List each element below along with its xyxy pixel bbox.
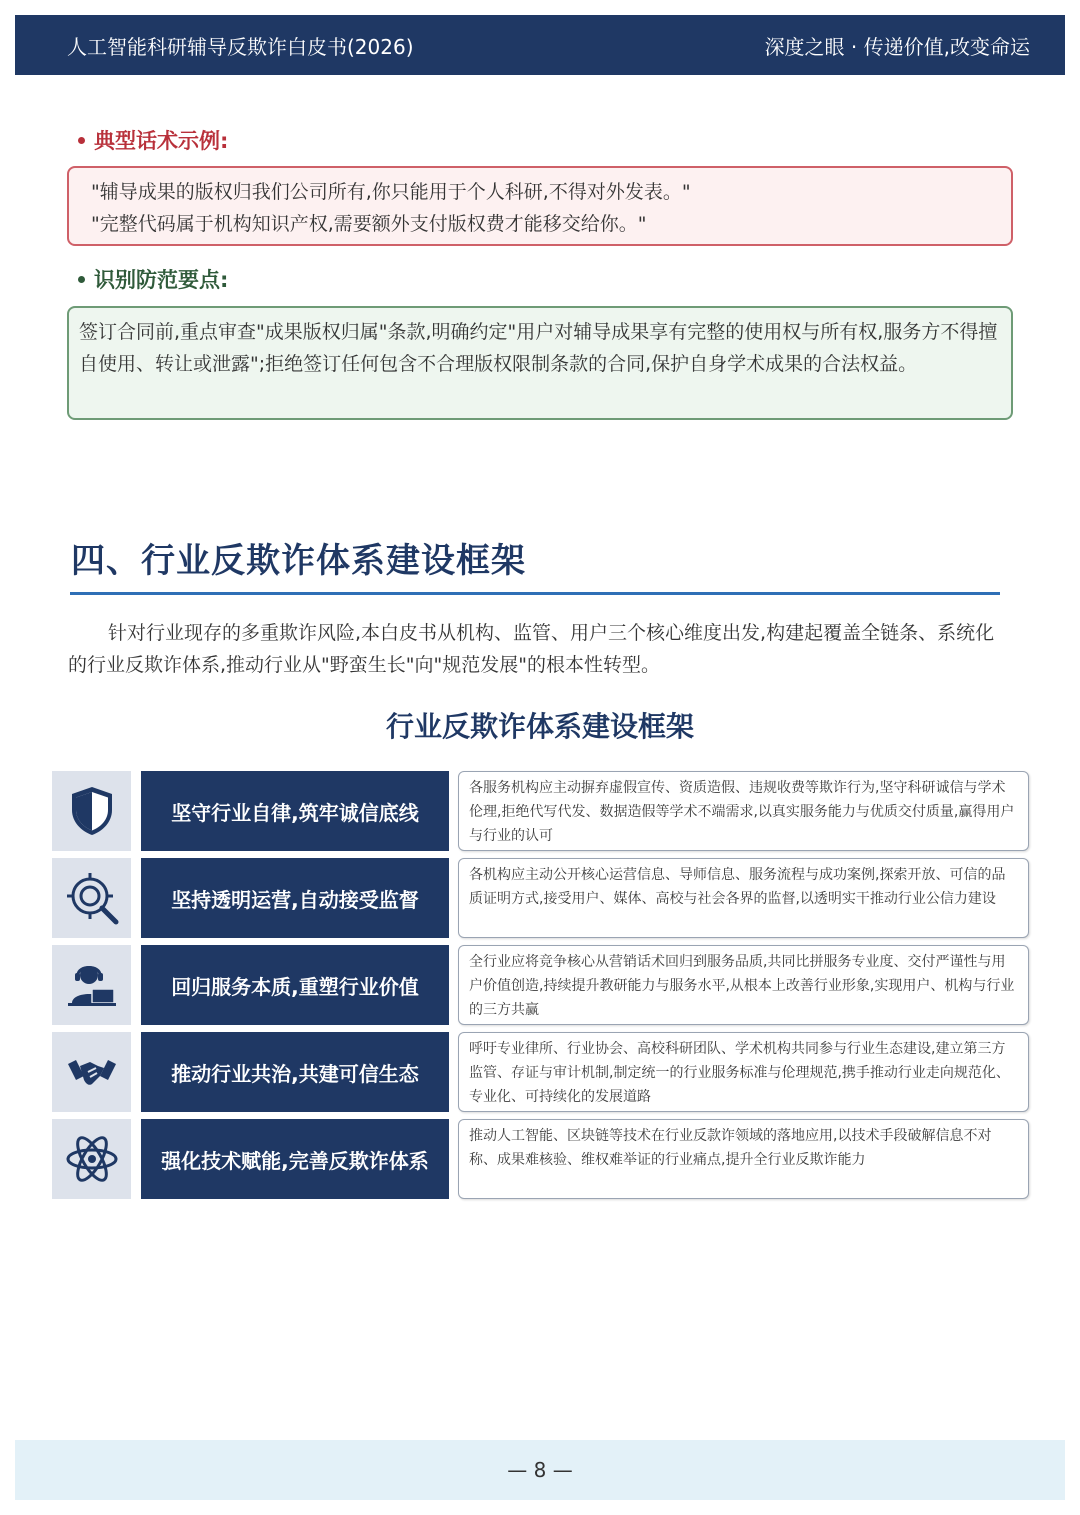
magnifier-target-icon bbox=[52, 858, 131, 938]
example-quote-box bbox=[67, 166, 1013, 246]
shield-icon bbox=[52, 771, 131, 851]
framework-row bbox=[52, 858, 1029, 938]
framework-title: 行业反欺诈体系建设框架 bbox=[385, 710, 694, 743]
framework-desc: 呼吁专业律所、行业协会、高校科研团队、学术机构共同参与行业生态建设,建立第三方监管、存证与审计机制,制定统一的行业服务标准与伦理规范,携手推动行业走向规范化、专业化、可持续化的发展道路 bbox=[458, 1032, 1029, 1112]
page-header bbox=[15, 15, 1065, 75]
framework-desc: 全行业应将竞争核心从营销话术回归到服务品质,共同比拼服务专业度、交付严谨性与用户价值创造,持续提升教研能力与服务水平,从根本上改善行业形象,实现用户、机构与行业的三方共赢 bbox=[458, 945, 1029, 1025]
atom-icon bbox=[52, 1119, 131, 1199]
prevention-heading: 识别防范要点: bbox=[78, 264, 228, 294]
section-title: 四、行业反欺诈体系建设框架 bbox=[71, 541, 526, 581]
handshake-icon bbox=[52, 1032, 131, 1112]
framework-label: 强化技术赋能,完善反欺诈体系 bbox=[141, 1119, 449, 1199]
example-quote-2: "完整代码属于机构知识产权,需要额外支付版权费才能移交给你。" bbox=[91, 213, 647, 235]
section-divider bbox=[70, 592, 1000, 595]
framework-row bbox=[52, 945, 1029, 1025]
framework-row bbox=[52, 771, 1029, 851]
framework-label: 坚守行业自律,筑牢诚信底线 bbox=[141, 771, 449, 851]
prevention-box bbox=[67, 306, 1013, 420]
page-footer bbox=[15, 1440, 1065, 1500]
framework-label: 回归服务本质,重塑行业价值 bbox=[141, 945, 449, 1025]
framework-label: 推动行业共治,共建可信生态 bbox=[141, 1032, 449, 1112]
bullet-dot-icon bbox=[78, 276, 85, 283]
prevention-text: 签订合同前,重点审查"成果版权归属"条款,明确约定"用户对辅导成果享有完整的使用权与所有权,服务方不得擅自使用、转让或泄露";拒绝签订任何包含不合理版权限制条款的合同,保护自身学术成果的合法权益。 bbox=[79, 321, 998, 375]
framework-row bbox=[52, 1032, 1029, 1112]
framework-desc: 各服务机构应主动摒弃虚假宣传、资质造假、违规收费等欺诈行为,坚守科研诚信与学术伦理,拒绝代写代发、数据造假等学术不端需求,以真实服务能力与优质交付质量,赢得用户与行业的认可 bbox=[458, 771, 1029, 851]
framework-list bbox=[52, 771, 1029, 1206]
framework-label: 坚持透明运营,自动接受监督 bbox=[141, 858, 449, 938]
section-intro: 针对行业现存的多重欺诈风险,本白皮书从机构、监管、用户三个核心维度出发,构建起覆盖全链条、系统化的行业反欺诈体系,推动行业从"野蛮生长"向"规范发展"的根本性转型。 bbox=[68, 622, 995, 676]
header-slogan: 深度之眼 · 传递价值,改变命运 bbox=[764, 34, 1030, 59]
customer-service-icon bbox=[52, 945, 131, 1025]
page-number: — 8 — bbox=[507, 1458, 573, 1482]
bullet-dot-icon bbox=[78, 137, 85, 144]
example-quote-1: "辅导成果的版权归我们公司所有,你只能用于个人科研,不得对外发表。" bbox=[91, 181, 691, 203]
framework-desc: 各机构应主动公开核心运营信息、导师信息、服务流程与成功案例,探索开放、可信的品质证明方式,接受用户、媒体、高校与社会各界的监督,以透明实干推动行业公信力建设 bbox=[458, 858, 1029, 938]
framework-row bbox=[52, 1119, 1029, 1199]
document-title: 人工智能科研辅导反欺诈白皮书(2026) bbox=[67, 34, 414, 59]
framework-desc: 推动人工智能、区块链等技术在行业反款诈领域的落地应用,以技术手段破解信息不对称、成果难核验、维权难举证的行业痛点,提升全行业反欺诈能力 bbox=[458, 1119, 1029, 1199]
example-heading: 典型话术示例: bbox=[78, 125, 228, 155]
